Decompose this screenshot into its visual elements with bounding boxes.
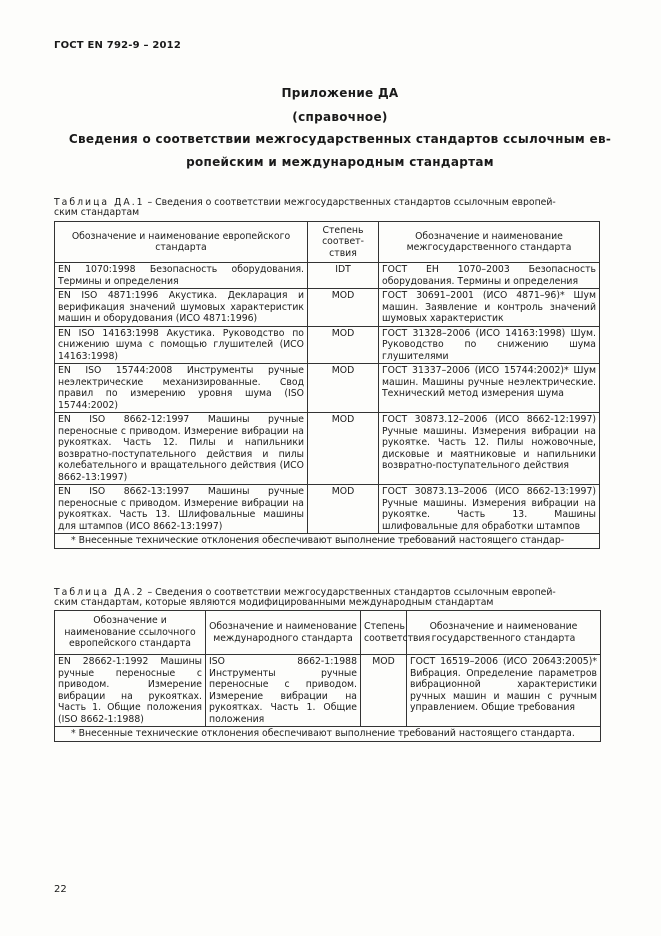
- cell-european: EN 28662-1:1992 Машины ручные переносные с приводом. Измерение вибрации на рукоятках. Часть 1. Общие положения (ISO 8662-1:1988): [55, 655, 206, 727]
- table-header-row: [55, 611, 601, 655]
- cell-target: ГОСТ 30873.12–2006 (ИСО 8662-12:1997) Ручные машины. Измерения вибрации на рукоятке. Часть 12. Пилы ножовочные, дисковые и маятниковые и напильники возвратно-поступательного действия: [379, 413, 600, 485]
- table2-caption-lead: Таблица ДА.2: [54, 587, 145, 598]
- cell-degree: MOD: [308, 364, 379, 413]
- table-row: [55, 326, 600, 364]
- table-da1: [54, 221, 600, 549]
- table-row: [55, 413, 600, 485]
- cell-source: EN ISO 4871:1996 Акустика. Декларация и верификация значений шумовых характеристик машин и оборудования (ИСО 4871:1996): [55, 289, 308, 327]
- appendix-heading-line1: Сведения о соответствии межгосударственных стандартов ссылочным ев-: [68, 132, 612, 146]
- table-row: [55, 263, 600, 289]
- page-number: 22: [54, 884, 67, 895]
- table-da2: [54, 610, 601, 742]
- column-header-european: Обозначение и наименование европейского стандарта: [55, 222, 308, 263]
- cell-target: ГОСТ 31337–2006 (ИСО 15744:2002)* Шум машин. Машины ручные неэлектрические. Технический метод измерения шума: [379, 364, 600, 413]
- table1-caption: [54, 198, 602, 218]
- column-header-degree: Степень соответ-ствия: [308, 222, 379, 263]
- table2-caption-text2: ским стандартам, которые являются модифицированными международным стандартам: [54, 597, 494, 608]
- cell-degree: IDT: [308, 263, 379, 289]
- cell-degree: MOD: [308, 485, 379, 534]
- table-row: [55, 364, 600, 413]
- cell-degree: MOD: [308, 413, 379, 485]
- column-header-european: Обозначение и наименование ссылочного европейского стандарта: [55, 611, 206, 655]
- table-row: [55, 289, 600, 327]
- cell-target: ГОСТ ЕН 1070–2003 Безопасность оборудования. Термины и определения: [379, 263, 600, 289]
- cell-target: ГОСТ 31328–2006 (ИСО 14163:1998) Шум. Руководство по снижению шума глушителями: [379, 326, 600, 364]
- cell-degree: MOD: [308, 326, 379, 364]
- cell-source: EN 1070:1998 Безопасность оборудования. Термины и определения: [55, 263, 308, 289]
- table1-caption-text2: ским стандартам: [54, 207, 140, 218]
- table2-caption-text: – Сведения о соответствии межгосударственных стандартов ссылочным европей-: [144, 587, 556, 598]
- table-header-row: [55, 222, 600, 263]
- table-row: [55, 485, 600, 534]
- table1-caption-text: – Сведения о соответствии межгосударственных стандартов ссылочным европей-: [144, 197, 556, 208]
- cell-degree: MOD: [361, 655, 407, 727]
- column-header-international: Обозначение и наименование международного стандарта: [206, 611, 361, 655]
- document-code: ГОСТ EN 792-9 – 2012: [54, 40, 181, 51]
- column-header-national: Обозначение и наименование государственного стандарта: [407, 611, 601, 655]
- cell-degree: MOD: [308, 289, 379, 327]
- cell-source: EN ISO 14163:1998 Акустика. Руководство по снижению шума с помощью глушителей (ИСО 14163:1998): [55, 326, 308, 364]
- appendix-heading-line2: ропейским и международным стандартам: [186, 155, 494, 169]
- appendix-title: Приложение ДА: [281, 86, 399, 100]
- cell-target: ГОСТ 30873.13–2006 (ИСО 8662-13:1997) Ручные машины. Измерения вибрации на рукоятке. Часть 13. Машины шлифовальные для обработки штампов: [379, 485, 600, 534]
- cell-target: ГОСТ 30691–2001 (ИСО 4871–96)* Шум машин. Заявление и контроль значений шумовых характеристик: [379, 289, 600, 327]
- table2-caption: [54, 588, 602, 608]
- column-header-interstate: Обозначение и наименование межгосударственного стандарта: [379, 222, 600, 263]
- cell-source: EN ISO 8662-12:1997 Машины ручные переносные с приводом. Измерение вибрации на рукоятках. Часть 12. Пилы и напильники возвратно-поступательного действия и пилы колебательного и вращательного действия (ИСО 8662-13:1997): [55, 413, 308, 485]
- cell-international: ISO 8662-1:1988 Инструменты ручные переносные с приводом. Измерение вибрации на рукоятках. Часть 1. Общие положения: [206, 655, 361, 727]
- table-footnote-row: [55, 534, 600, 549]
- table-row: [55, 655, 601, 727]
- appendix-subtitle: (справочное): [292, 110, 388, 124]
- cell-source: EN ISO 8662-13:1997 Машины ручные переносные с приводом. Измерение вибрации на рукоятках. Часть 13. Шлифовальные машины для штампов (ИСО 8662-13:1997): [55, 485, 308, 534]
- table1-caption-lead: Таблица ДА.1: [54, 197, 145, 208]
- table-footnote-row: [55, 727, 601, 742]
- table2-footnote: * Внесенные технические отклонения обеспечивают выполнение требований настоящего стандарта.: [55, 727, 601, 742]
- cell-source: EN ISO 15744:2008 Инструменты ручные неэлектрические механизированные. Свод правил по измерению уровня шума (ISO 15744:2002): [55, 364, 308, 413]
- table1-footnote: * Внесенные технические отклонения обеспечивают выполнение требований настоящего стандар-: [55, 534, 600, 549]
- cell-national: ГОСТ 16519–2006 (ИСО 20643:2005)* Вибрация. Определение параметров вибрационной характеристики ручных машин и машин с ручным управлением. Общие требования: [407, 655, 601, 727]
- column-header-degree: Степень соответствия: [361, 611, 407, 655]
